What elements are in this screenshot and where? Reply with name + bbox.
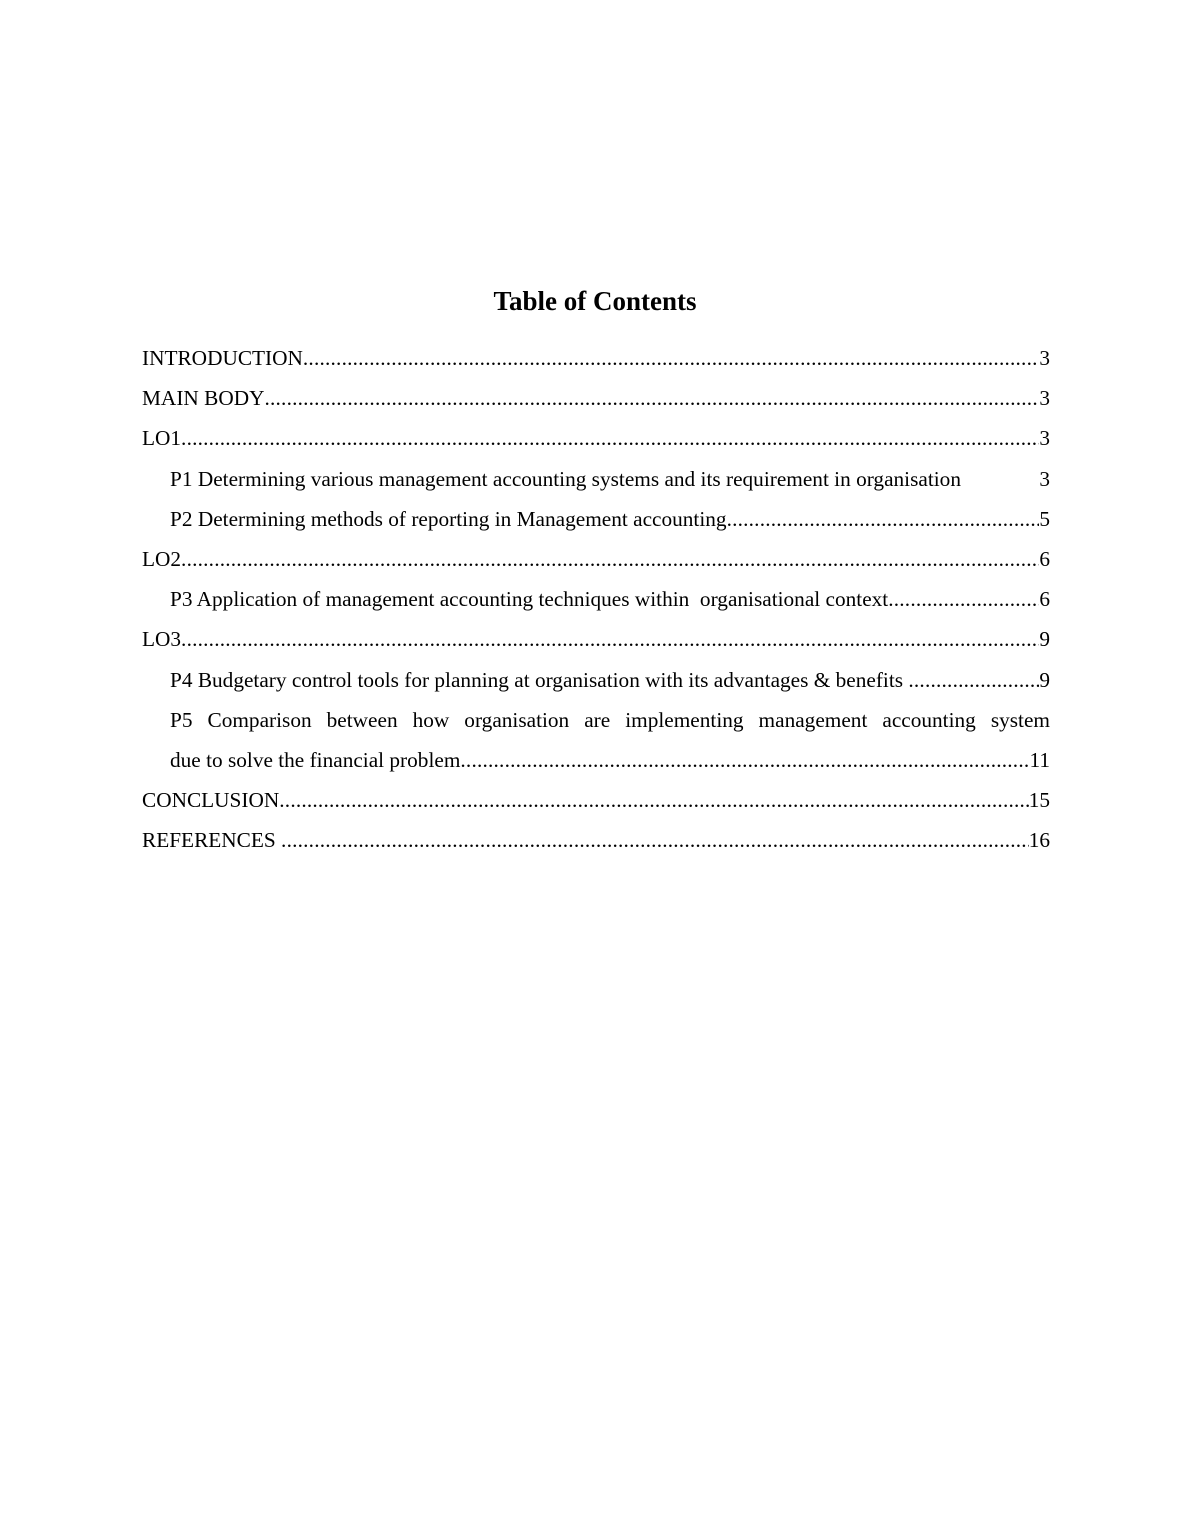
toc-entry-label: P4 Budgetary control tools for planning at organisation with its advantages & benefits [170,667,909,692]
toc-entry-p4[interactable] [142,660,1050,700]
toc-entry-label: due to solve the financial problem [170,747,461,772]
toc-entry-lo2[interactable] [142,539,1050,579]
toc-leader-dots [727,499,1040,539]
toc-entry-references[interactable] [142,820,1050,860]
toc-leader-dots [303,338,1039,378]
toc-entry-p3[interactable] [142,579,1050,619]
toc-entry-label: LO2 [142,546,182,571]
toc-entry-lo1[interactable] [142,418,1050,458]
toc-entry-main-body[interactable] [142,378,1050,418]
toc-leader-dots [279,780,1028,820]
toc-entry-label: LO3 [142,627,182,652]
table-of-contents [142,338,1050,860]
toc-leader-dots [908,660,1039,700]
toc-entry-label: P2 Determining methods of reporting in Management accounting [170,506,727,531]
toc-entry-p5-line2[interactable] [142,740,1050,780]
toc-page-number: 3 [1039,466,1050,491]
toc-entry-label: LO1 [142,426,182,451]
toc-leader-dots [181,418,1039,458]
toc-entry-label: P1 Determining various management accounting systems and its requirement in organisation [170,466,961,491]
toc-leader-dots [281,820,1029,860]
toc-entry-introduction[interactable] [142,338,1050,378]
toc-entry-p2[interactable] [142,499,1050,539]
toc-page-number: 11 [1029,747,1050,772]
toc-leader-dots [264,378,1039,418]
toc-page-number: 3 [1039,346,1050,370]
toc-entry-p1[interactable] [142,459,1050,499]
toc-page-number: 6 [1039,546,1050,571]
toc-entry-label: P3 Application of management accounting techniques within organisational context [170,587,889,612]
toc-page-number: 15 [1028,788,1050,813]
toc-page-number: 3 [1039,386,1050,411]
toc-leader-dots [460,740,1029,780]
toc-entry-lo3[interactable] [142,619,1050,659]
toc-entry-conclusion[interactable] [142,780,1050,820]
toc-leader-dots [888,579,1039,619]
toc-page-number: 16 [1028,828,1050,853]
toc-title: Table of Contents [493,286,697,316]
toc-page-number: 6 [1039,587,1050,612]
toc-page-number: 9 [1039,667,1050,692]
toc-entry-label: MAIN BODY [142,386,265,411]
toc-leader-dots [181,539,1039,579]
toc-entry-label: P5 Comparison between how organisation are implementing management accounting system [170,707,1050,732]
toc-entry-label: REFERENCES [142,828,282,853]
toc-entry-label: CONCLUSION [142,788,280,813]
toc-leader-dots [181,619,1039,659]
toc-page-number: 5 [1039,506,1050,531]
toc-page-number: 3 [1039,426,1050,451]
toc-entry-label: INTRODUCTION [142,346,303,370]
toc-entry-p5-line1[interactable] [142,700,1050,740]
toc-page-number: 9 [1039,627,1050,652]
